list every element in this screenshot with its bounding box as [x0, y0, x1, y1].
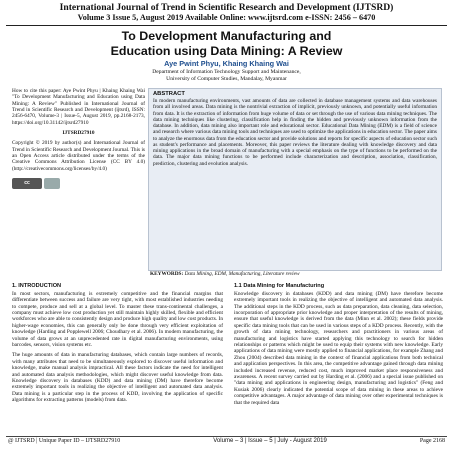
- right-column: [234, 283, 443, 410]
- abstract-text: In modern manufacturing environments, vast amounts of data are collected in database management systems and data warehouses from all involved areas. Data mining is the nontrivial extraction of implicit, previously unknown, and potentially useful information from data. It is the extraction of information from huge volume of data or set through the use of various data mining techniques. The data mining techniques like clustering, classification help in finding the hidden and previously unknown information from the database. In addition, data mining also important role and educational sector. Educational Data Mining (EDM) is a field of science and research where various data mining tools and techniques are used to optimize the applications in education sector. The paper aims to analyze the enormous data from the education sector and provide solutions and reports for specific aspects of education sector such as student's performance and placements. Moreover, this paper reviews the literature dealing with knowledge discovery and data mining applications in the broad domain of manufacturing with a special emphasis on the type of functions to be performed on the data. The major data mining functions to be performed include characterization and description, association, classification, prediction, clustering and evolution analysis.: [153, 98, 437, 167]
- journal-volume-line: Volume 3 Issue 5, August 2019 Available Online: www.ijtsrd.com e-ISSN: 2456 – 6470: [77, 13, 376, 23]
- affiliation-line1: Department of Information Technology Support and Maintenance,: [152, 69, 301, 75]
- copyright-text: Copyright © 2019 by author(s) and International Journal of Trend in Scientific Research and Development Journal. This is an Open Access article distributed under the terms of the Creative Commons Attribution License (CC BY 4.0) (http://creativecommons.org/licenses/by/4.0): [12, 140, 145, 172]
- paper-affiliation: [0, 69, 453, 84]
- paper-id-label: IJTSRD27910: [62, 130, 95, 137]
- citation-box: [12, 88, 145, 191]
- intro-paragraph-1: In most sectors, manufacturing is extremely competitive and the financial margins that differentiate between success and failure are very tight, with most established industries needing to compete, produce and sell at a global level. To master these trans-continental challenges, a company must achieve low cost production yet still maintain highly skilled, flexible and efficient workforces who are able to consistently design and produce high quality and low cost products. In higher-wage economies, this can generally only be done through very efficient exploitation of knowledge (Harding and Popplewell 2006; Choudhary et al. 2006). In modern manufacturing, the volume of data grows at an unprecedented rate in digital manufacturing environments, using barcodes, sensors, vision systems etc.: [12, 290, 223, 348]
- cc-by-icon: [44, 178, 60, 189]
- journal-title: International Journal of Trend in Scientific Research and Development (IJTSRD): [59, 2, 394, 13]
- footer-paper-id: @ IJTSRD | Unique Paper ID – IJTSRD27910: [8, 438, 121, 444]
- paper-title-line2: Education using Data Mining: A Review: [110, 43, 343, 58]
- keywords-label: KEYWORDS:: [150, 271, 184, 277]
- intro-heading: 1. INTRODUCTION: [12, 283, 62, 289]
- journal-masthead: [0, 2, 453, 22]
- page-footer: [8, 438, 445, 444]
- paper-title-line1: To Development Manufacturing and: [121, 29, 332, 43]
- paper-authors: Aye Pwint Phyu, Khaing Khaing Wai: [164, 59, 289, 68]
- creative-commons-logo: [12, 178, 60, 189]
- intro-paragraph-2: The huge amounts of data in manufacturing databases, which contain large numbers of records, with many attributes that need to be simultaneously explored to discover useful information and knowledge, make manual analysis impractical. All these factors indicate the need for intelligent and automated data analysis methodologies, which might discover useful knowledge from data. Knowledge discovery in databases (KDD) and data mining (DM) have therefore become extremely important tools in realizing the objective of intelligent and automated data analysis. Data mining is a particular step in the process of KDD, involving the application of specific algorithms for extracting patterns (models) from data.: [12, 352, 223, 404]
- affiliation-line2: University of Computer Studies, Mandalay, Myanmar: [166, 76, 287, 83]
- footer-rule: [6, 436, 447, 437]
- abstract-box: [148, 88, 442, 271]
- header-rule: [6, 25, 447, 26]
- footer-volume: Volume – 3 | Issue – 5 | July - August 2019: [213, 438, 327, 444]
- keywords-text: Data Mining, EDM, Manufacturing, Literature review: [184, 271, 300, 277]
- paper-title: [0, 29, 453, 59]
- footer-page-number: Page 2168: [419, 438, 445, 444]
- cc-icon: cc: [12, 178, 42, 189]
- citation-text: How to cite this paper: Aye Pwint Phyu | Khaing Khaing Wai "To Development Manufacturing and Education using Data Mining: A Review" Published in International Journal of Trend in Scientific Research and Development (ijtsrd), ISSN: 2456-6470, Volume-3 | Issue-5, August 2019, pp.2168-2173, https://doi.org/10.31142/ijtsrd27910: [12, 88, 145, 126]
- abstract-heading: ABSTRACT: [153, 91, 185, 97]
- section-1-1-heading: 1.1 Data Mining for Manufacturing: [234, 283, 325, 289]
- left-column: [12, 283, 223, 408]
- keywords-line: [150, 271, 440, 277]
- section-1-1-paragraph: Knowledge discovery in databases (KDD) and data mining (DM) have therefore become extremely important tools in realizing the objective of intelligent and automated data analysis. The additional steps in the KDD process, such as data preparation, data cleaning, data selection, incorporation of appropriate prior knowledge and proper interpretation of the results of mining, ensure that useful knowledge is derived from the data (Minn et al. 2002); these fields provide specific data mining tools that can be used in various steps of a KDD process. Recently, with the growth of data mining technology, researchers and practitioners in various areas of manufacturing and logistics have started applying this technology to search for hidden relationships or patterns which might be used to equip their systems with new knowledge. Early applications of data mining were mostly applied to financial applications, for example Zhang and Zhou (2004) described data mining in the context of financial applications from both technical and application perspectives. In this area, the competitive advantage gained through data mining included increased revenue, reduced cost, much improved market place responsiveness and awareness. A recent survey carried out by Harding et al. (2006) and a special issue published on "data mining and applications in engineering design, manufacturing and logistics" (Feng and Kusiak 2006) clearly indicated the potential scope of data mining in these areas to achieve competitive advantages. A major advantage of data mining over other experimental techniques is that the required data: [234, 290, 443, 406]
